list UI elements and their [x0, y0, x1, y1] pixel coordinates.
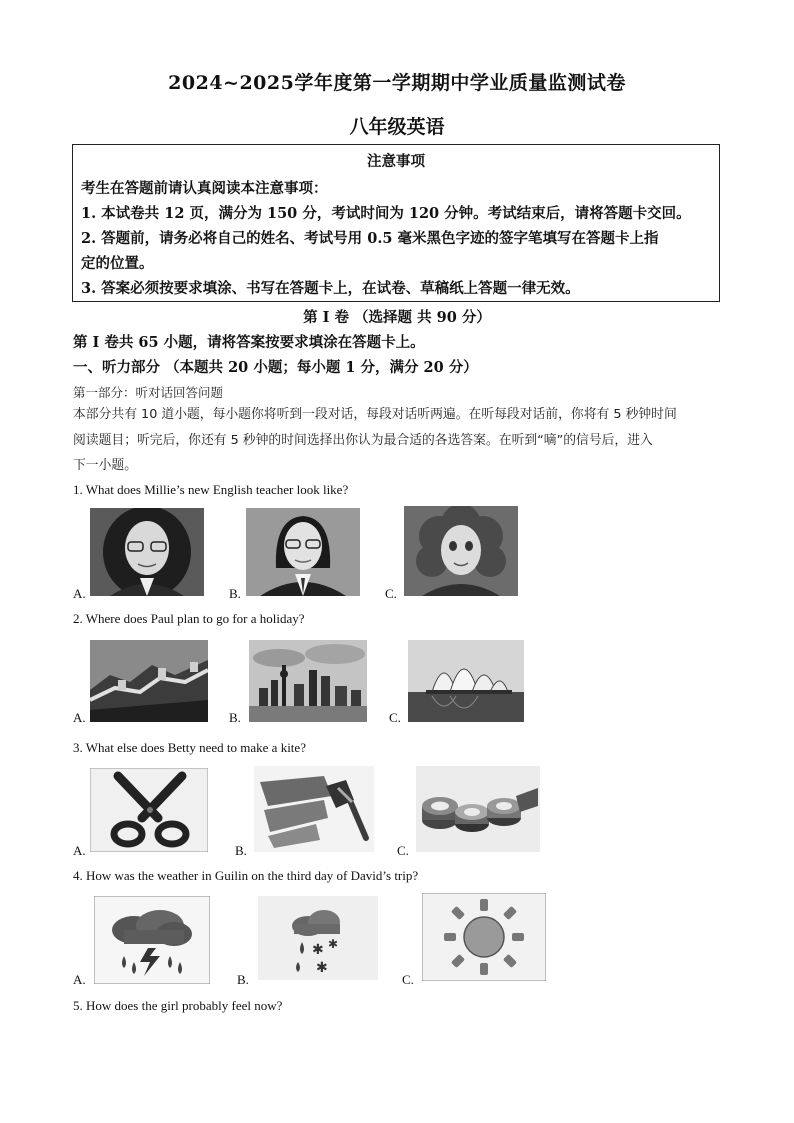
question-1: 1. What does Millie’s new English teacher look like?: [73, 482, 349, 497]
option-c-label: C.: [389, 710, 401, 725]
page-title: 2024~2025学年度第一学期期中学业质量监测试卷: [168, 72, 626, 94]
city-skyline-image[interactable]: [249, 640, 367, 722]
paintbrush-image[interactable]: [254, 766, 374, 852]
thunderstorm-icon[interactable]: [94, 896, 210, 984]
option-a-label: A.: [73, 586, 86, 601]
option-b-label: B.: [229, 586, 241, 601]
opera-house-image[interactable]: [408, 640, 524, 722]
question-4: 4. How was the weather in Guilin on the third day of David’s trip?: [73, 868, 419, 883]
section1-line: 阅读题目；听完后，你还有 5 秒钟的时间选择出你认为最合适的各选答案。在听到“嘀”的信号后，进入: [73, 432, 653, 448]
teacher-straight-hair-suit-image[interactable]: [246, 508, 360, 596]
notice-line: 3. 答案必须按要求填涂、书写在答题卡上，在试卷、草稿纸上答题一律无效。: [81, 280, 580, 297]
option-b-label: B.: [229, 710, 241, 725]
great-wall-image[interactable]: [90, 640, 208, 722]
section1-line: 本部分共有 10 道小题，每小题你将听到一段对话，每段对话听两遍。在听每段对话前，你将有 5 秒钟时间: [73, 407, 677, 422]
notice-line: 考生在答题前请认真阅读本注意事项：: [81, 180, 328, 197]
option-a-label: A.: [73, 710, 86, 725]
svg-text:✱: ✱: [316, 960, 328, 976]
notice-title: 注意事项: [367, 153, 425, 170]
question-2: 2. Where does Paul plan to go for a holiday?: [73, 611, 305, 626]
part1-heading: 第 I 卷 （选择题 共 90 分）: [303, 309, 491, 326]
teacher-curly-hair-image[interactable]: [404, 506, 518, 596]
notice-box: [72, 144, 720, 302]
part1-instruction: 第 I 卷共 65 小题，请将答案按要求填涂在答题卡上。: [73, 334, 425, 351]
scissors-image[interactable]: [90, 768, 208, 852]
option-c-label: C.: [397, 843, 409, 858]
tape-rolls-image[interactable]: [416, 766, 540, 852]
option-b-label: B.: [235, 843, 247, 858]
section1-title: 第一部分：听对话回答问题: [73, 385, 224, 400]
sleet-icon[interactable]: [258, 896, 378, 980]
section1-line: 下一小题。: [73, 458, 137, 473]
question-5: 5. How does the girl probably feel now?: [73, 998, 283, 1013]
option-c-label: C.: [402, 972, 414, 987]
teacher-long-hair-glasses-image[interactable]: [90, 508, 204, 596]
option-a-label: A.: [73, 972, 86, 987]
notice-line: 1. 本试卷共 12 页，满分为 150 分，考试时间为 120 分钟。考试结束后，请将答题卡交回。: [81, 205, 691, 222]
listening-heading: 一、听力部分 （本题共 20 小题；每小题 1 分，满分 20 分）: [73, 359, 478, 376]
notice-line: 定的位置。: [81, 255, 154, 272]
svg-text:✱: ✱: [328, 937, 339, 951]
svg-text:✱: ✱: [312, 942, 324, 958]
notice-line: 2. 答题前，请务必将自己的姓名、考试号用 0.5 毫米黑色字迹的签字笔填写在答题卡上指: [81, 230, 659, 247]
option-a-label: A.: [73, 843, 86, 858]
question-3: 3. What else does Betty need to make a kite?: [73, 740, 306, 755]
page-subtitle: 八年级英语: [349, 116, 445, 138]
section1-description: [73, 402, 723, 479]
sunny-icon[interactable]: [422, 893, 546, 981]
option-c-label: C.: [385, 586, 397, 601]
option-b-label: B.: [237, 972, 249, 987]
